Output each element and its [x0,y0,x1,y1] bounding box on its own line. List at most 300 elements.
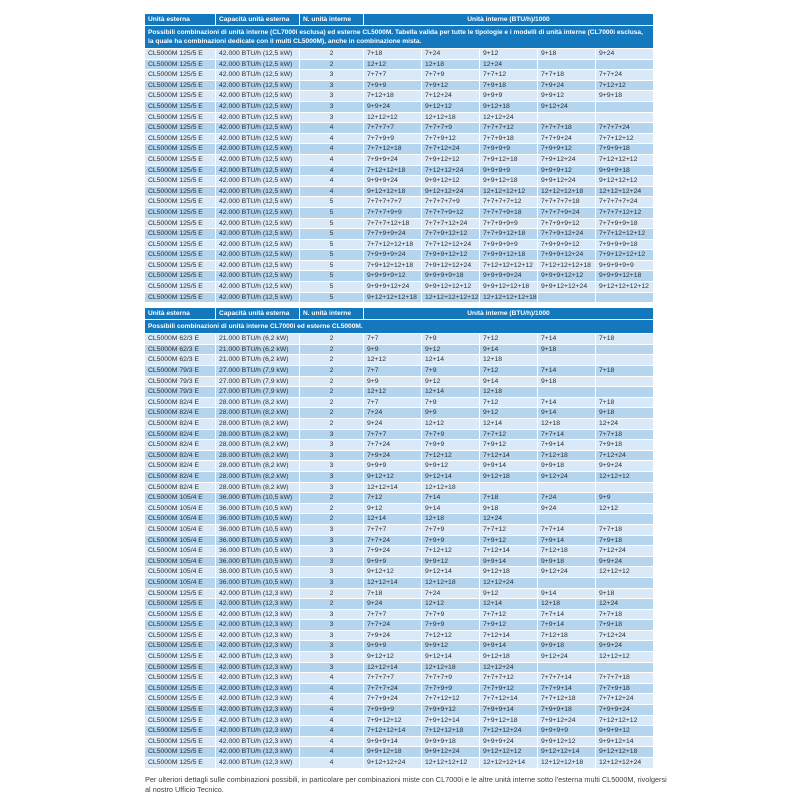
indoor-count-cell: 2 [300,377,363,387]
combination-cell: 9+14 [480,377,537,387]
capacity-cell: 42.000 BTU/h (12,5 kW) [216,282,299,292]
table-row [145,49,653,59]
combination-cell [596,345,653,355]
outdoor-unit-cell: CL5000M 125/5 E [145,620,215,630]
capacity-cell: 42.000 BTU/h (12,5 kW) [216,250,299,260]
combination-cell: 12+14 [480,599,537,609]
indoor-count-cell: 4 [300,737,363,747]
combination-cell: 9+9+9 [364,461,421,471]
combination-cell: 7+7+12+12+18 [364,240,421,250]
combination-cell: 12+12+12+12 [480,187,537,197]
indoor-count-cell: 4 [300,123,363,133]
indoor-count-cell: 2 [300,60,363,70]
capacity-cell: 42.000 BTU/h (12,5 kW) [216,166,299,176]
combination-cell: 9+9+12+24 [422,747,479,757]
combination-cell: 7+7+18 [596,525,653,535]
indoor-count-cell: 3 [300,451,363,461]
combination-cell: 7+9+18 [480,81,537,91]
combination-cell: 7+12+18 [538,631,595,641]
capacity-cell: 42.000 BTU/h (12,5 kW) [216,102,299,112]
capacity-cell: 36.000 BTU/h (10,5 kW) [216,567,299,577]
combination-cell: 9+12+14 [422,567,479,577]
combination-cell: 7+7+18 [596,430,653,440]
indoor-count-cell: 5 [300,261,363,271]
table-row [145,641,653,651]
indoor-count-cell: 3 [300,631,363,641]
combination-cell: 9+12+12+12 [596,176,653,186]
combination-cell: 7+7+24 [364,440,421,450]
combination-cell: 7+7+7 [364,430,421,440]
combination-cell [538,483,595,493]
combination-cell: 9+18 [596,589,653,599]
combination-cell: 7+9+9+12+18 [480,250,537,260]
outdoor-unit-cell: CL5000M 125/5 E [145,70,215,80]
combination-cell [538,355,595,365]
combination-cell: 9+12+12+14 [538,747,595,757]
combination-cell: 9+9+12 [422,461,479,471]
combination-cell: 7+9+9+9+9 [480,240,537,250]
capacity-cell: 42.000 BTU/h (12,3 kW) [216,589,299,599]
combination-cell: 9+9+24 [596,461,653,471]
combination-cell: 9+9+9+24 [364,176,421,186]
combination-cell: 12+18 [480,355,537,365]
outdoor-unit-cell: CL5000M 125/5 E [145,726,215,736]
outdoor-unit-cell: CL5000M 125/5 E [145,49,215,59]
combination-cell: 9+9+14 [480,641,537,651]
combination-cell: 12+14 [364,514,421,524]
combination-cell: 7+7+24 [364,620,421,630]
indoor-count-cell: 4 [300,747,363,757]
capacity-cell: 27.000 BTU/h (7,9 kW) [216,387,299,397]
combination-cell: 9+24 [364,419,421,429]
column-header: Capacità unità esterna [216,308,299,319]
outdoor-unit-cell: CL5000M 125/5 E [145,176,215,186]
capacity-cell: 42.000 BTU/h (12,3 kW) [216,747,299,757]
combination-cell: 12+18 [538,599,595,609]
capacity-cell: 42.000 BTU/h (12,3 kW) [216,652,299,662]
combination-cell: 7+12 [480,334,537,344]
outdoor-unit-cell: CL5000M 125/5 E [145,694,215,704]
combination-cell: 9+12+12+12 [480,747,537,757]
combination-cell: 7+18 [364,49,421,59]
combination-cell [538,663,595,673]
indoor-count-cell: 3 [300,641,363,651]
capacity-cell: 28.000 BTU/h (8,2 kW) [216,398,299,408]
combination-cell: 7+7+12+12+24 [422,240,479,250]
combination-cell: 7+9+12 [422,81,479,91]
combination-cell: 9+9+12+12+24 [538,282,595,292]
combination-cell: 12+14 [422,387,479,397]
combination-cell: 7+12+12 [422,631,479,641]
capacity-cell: 27.000 BTU/h (7,9 kW) [216,366,299,376]
combination-cell [596,113,653,123]
combination-cell: 12+12 [596,504,653,514]
capacity-cell: 42.000 BTU/h (12,5 kW) [216,208,299,218]
combination-cell: 12+12 [364,355,421,365]
combination-cell: 12+12+14 [364,578,421,588]
combination-cell: 7+7+12+12 [422,694,479,704]
table-row [145,758,653,768]
combination-cell: 7+7+9 [422,430,479,440]
combination-cell: 7+7+9+9 [364,134,421,144]
combination-cell: 7+7+9+24 [538,134,595,144]
indoor-count-cell: 4 [300,166,363,176]
outdoor-unit-cell: CL5000M 125/5 E [145,166,215,176]
combination-cell [596,377,653,387]
capacity-cell: 27.000 BTU/h (7,9 kW) [216,377,299,387]
combination-cell: 12+12+14 [364,483,421,493]
combination-cell: 9+9+9+12 [538,166,595,176]
combination-cell [480,483,537,493]
combination-cell: 7+9+12+18 [480,716,537,726]
indoor-count-cell: 5 [300,208,363,218]
capacity-cell: 42.000 BTU/h (12,3 kW) [216,610,299,620]
outdoor-unit-cell: CL5000M 125/5 E [145,758,215,768]
table-row [145,282,653,292]
outdoor-unit-cell: CL5000M 82/4 E [145,398,215,408]
combination-cell: 12+12+12 [596,472,653,482]
outdoor-unit-cell: CL5000M 82/4 E [145,440,215,450]
outdoor-unit-cell: CL5000M 125/5 E [145,293,215,303]
combination-cell: 7+7+7+7 [364,673,421,683]
combination-cell: 7+9+12 [480,440,537,450]
outdoor-unit-cell: CL5000M 82/4 E [145,483,215,493]
combination-cell: 9+9+12+12 [422,176,479,186]
table-row [145,726,653,736]
combination-cell: 9+9+9+12+12 [538,271,595,281]
indoor-count-cell: 3 [300,546,363,556]
capacity-cell: 42.000 BTU/h (12,3 kW) [216,726,299,736]
combination-cell: 9+9+9+9+18 [422,271,479,281]
outdoor-unit-cell: CL5000M 125/5 E [145,261,215,271]
combination-cell: 7+9+12+12 [364,716,421,726]
combination-cell: 9+9+9+24 [480,737,537,747]
table-row [145,113,653,123]
capacity-cell: 42.000 BTU/h (12,5 kW) [216,261,299,271]
table-row [145,102,653,112]
combination-cell: 7+12 [480,398,537,408]
combination-cell: 9+9+12+18 [364,747,421,757]
combination-cell: 9+9+9+9+24 [480,271,537,281]
capacity-cell: 42.000 BTU/h (12,3 kW) [216,673,299,683]
combination-cell: 7+9+18 [596,620,653,630]
outdoor-unit-cell: CL5000M 125/5 E [145,641,215,651]
column-header: Capacità unità esterna [216,14,299,25]
combination-cell: 7+7+7+9+12 [422,208,479,218]
combination-cell: 12+18 [480,387,537,397]
combination-cell: 12+24 [596,419,653,429]
indoor-count-cell: 3 [300,440,363,450]
table-row [145,271,653,281]
combination-cell: 9+12+12+24 [422,187,479,197]
combination-cell: 9+18 [538,49,595,59]
combination-cell: 7+7+7+12+18 [364,219,421,229]
combination-cell: 7+9+12+14 [422,716,479,726]
table-row [145,166,653,176]
capacity-cell: 28.000 BTU/h (8,2 kW) [216,419,299,429]
indoor-count-cell: 3 [300,461,363,471]
indoor-count-cell: 2 [300,366,363,376]
capacity-cell: 42.000 BTU/h (12,3 kW) [216,663,299,673]
combination-cell: 9+18 [538,377,595,387]
capacity-cell: 42.000 BTU/h (12,5 kW) [216,187,299,197]
outdoor-unit-cell: CL5000M 125/5 E [145,673,215,683]
combination-cell: 7+7+7+7+18 [538,197,595,207]
combination-cell: 7+7+7+24 [364,684,421,694]
combination-cell: 9+9+12+18 [480,176,537,186]
combination-cell: 9+12+12 [364,567,421,577]
indoor-count-cell: 3 [300,663,363,673]
indoor-count-cell: 3 [300,652,363,662]
combination-cell: 12+24 [596,599,653,609]
combination-cell: 9+9+12+12 [538,737,595,747]
indoor-count-cell: 5 [300,293,363,303]
table-row [145,355,653,365]
outdoor-unit-cell: CL5000M 79/3 E [145,377,215,387]
combination-cell: 9+12+12+24 [364,758,421,768]
combination-cell: 9+9+14 [480,461,537,471]
combination-cell: 7+7+9+12 [422,134,479,144]
table-row [145,70,653,80]
combination-cell: 7+7+7+7+24 [596,197,653,207]
table-header-row [145,14,653,25]
outdoor-unit-cell: CL5000M 125/5 E [145,652,215,662]
combination-cell: 7+7+7+7+7 [364,197,421,207]
combination-cell: 7+7+7+7 [364,123,421,133]
table-row [145,387,653,397]
combination-cell: 7+9+12+12+12 [596,250,653,260]
table-row [145,60,653,70]
indoor-count-cell: 2 [300,387,363,397]
table-row [145,440,653,450]
table-row [145,451,653,461]
combination-cell: 7+7+18 [596,610,653,620]
combination-cell: 7+7+9+9 [422,684,479,694]
indoor-count-cell: 2 [300,419,363,429]
outdoor-unit-cell: CL5000M 105/4 E [145,504,215,514]
indoor-count-cell: 4 [300,673,363,683]
outdoor-unit-cell: CL5000M 105/4 E [145,557,215,567]
combination-cell: 12+12+24 [480,578,537,588]
capacity-cell: 21.000 BTU/h (6,2 kW) [216,345,299,355]
combination-cell: 9+9+9+12+18 [596,271,653,281]
table-row [145,557,653,567]
combination-cell: 12+12+14 [364,663,421,673]
combination-cell: 7+7+9+24 [364,694,421,704]
capacity-cell: 42.000 BTU/h (12,5 kW) [216,91,299,101]
capacity-cell: 21.000 BTU/h (6,2 kW) [216,355,299,365]
outdoor-unit-cell: CL5000M 125/5 E [145,123,215,133]
combination-cell: 7+9+12 [480,620,537,630]
combination-cell: 7+12+12+18 [364,166,421,176]
capacity-cell: 36.000 BTU/h (10,5 kW) [216,514,299,524]
table-row [145,737,653,747]
combination-cell [596,483,653,493]
combination-cell: 9+12+12+18 [596,747,653,757]
combination-cell: 12+12+12+24 [596,758,653,768]
combination-cell: 12+12+12 [596,567,653,577]
outdoor-unit-cell: CL5000M 125/5 E [145,631,215,641]
table-note: Possibili combinazioni di unità interne (CL7000i esclusa) ed esterne CL5000M. Tabella valida per tutte le tipologie e i modelli di unità interne (CL7000i esclusa, la quale ha combinazioni dedicate con il multi CL5000M), anche in combinazione mista. [145,26,653,48]
combination-cell: 9+18 [596,408,653,418]
capacity-cell: 42.000 BTU/h (12,5 kW) [216,155,299,165]
footer-note: Per ulteriori dettagli sulle combinazioni possibili, in particolare per combinazioni miste con CL7000i e le altre unità interne sotto l'esterna multi CL5000M, rivolgersi al nostro Ufficio Tecnico. [145,774,667,794]
combination-cell: 7+24 [364,408,421,418]
capacity-cell: 28.000 BTU/h (8,2 kW) [216,451,299,461]
combination-cell: 7+9+9+12 [538,144,595,154]
combination-cell: 7+7+9+12+18 [480,229,537,239]
capacity-cell: 42.000 BTU/h (12,3 kW) [216,684,299,694]
column-header: Unità esterna [145,308,215,319]
combination-cell: 9+12 [480,408,537,418]
indoor-count-cell: 4 [300,758,363,768]
outdoor-unit-cell: CL5000M 82/4 E [145,430,215,440]
indoor-count-cell: 5 [300,271,363,281]
combination-cell: 12+12+12+12+18 [480,293,537,303]
outdoor-unit-cell: CL5000M 125/5 E [145,250,215,260]
table-row [145,620,653,630]
combination-cell: 7+12+12+12+18 [538,261,595,271]
combination-cell: 9+9+12+14 [596,737,653,747]
combination-cell: 9+9+18 [538,461,595,471]
combination-cell: 7+7+9+12 [480,684,537,694]
table-row [145,81,653,91]
capacity-cell: 36.000 BTU/h (10,5 kW) [216,536,299,546]
outdoor-unit-cell: CL5000M 125/5 E [145,219,215,229]
combination-cell: 7+12+24 [596,631,653,641]
combination-cell: 9+9 [364,377,421,387]
capacity-cell: 36.000 BTU/h (10,5 kW) [216,557,299,567]
outdoor-unit-cell: CL5000M 125/5 E [145,113,215,123]
combination-cell: 12+12+12+18 [538,187,595,197]
combination-cell: 7+9+12+18 [480,155,537,165]
combination-cell: 7+9+9+9+24 [364,250,421,260]
combination-cell: 7+9+9 [422,536,479,546]
combination-cell: 7+9+9+24 [596,705,653,715]
combination-cell: 7+14 [538,398,595,408]
combination-cell: 7+24 [422,589,479,599]
combination-cell: 12+14 [422,355,479,365]
combination-cell: 7+7 [364,334,421,344]
outdoor-unit-cell: CL5000M 125/5 E [145,737,215,747]
combination-cell: 9+12+12+12+18 [364,293,421,303]
table-row [145,472,653,482]
indoor-count-cell: 4 [300,684,363,694]
combination-cell [538,60,595,70]
combination-cell: 12+12+24 [480,663,537,673]
spec-table-1 [145,14,653,302]
indoor-count-cell: 3 [300,81,363,91]
combination-cell: 7+7+7 [364,70,421,80]
combination-cell: 7+12+24 [596,451,653,461]
combination-cell: 12+12+12+24 [596,187,653,197]
outdoor-unit-cell: CL5000M 125/5 E [145,81,215,91]
outdoor-unit-cell: CL5000M 125/5 E [145,208,215,218]
indoor-count-cell: 3 [300,525,363,535]
indoor-count-cell: 2 [300,398,363,408]
combination-cell: 9+9+9+9 [480,166,537,176]
indoor-count-cell: 3 [300,578,363,588]
combination-cell: 7+7+14 [538,525,595,535]
combination-cell: 7+9+12+24 [538,716,595,726]
table-row [145,334,653,344]
capacity-cell: 42.000 BTU/h (12,5 kW) [216,70,299,80]
combination-cell: 7+9+9+12+12 [422,250,479,260]
combination-cell: 12+18 [422,60,479,70]
combination-cell: 7+9+12+12 [422,155,479,165]
indoor-count-cell: 2 [300,589,363,599]
combination-cell: 12+12+18 [422,578,479,588]
capacity-cell: 42.000 BTU/h (12,3 kW) [216,758,299,768]
indoor-count-cell: 5 [300,197,363,207]
combination-cell: 7+9+9+12+24 [538,250,595,260]
combination-cell: 12+12+12+14 [480,758,537,768]
combination-cell: 7+7+7 [364,525,421,535]
combination-cell: 7+7+12+18 [538,694,595,704]
capacity-cell: 42.000 BTU/h (12,5 kW) [216,144,299,154]
combination-cell: 12+12 [364,60,421,70]
outdoor-unit-cell: CL5000M 105/4 E [145,578,215,588]
combination-cell: 12+12+24 [480,113,537,123]
table-row [145,705,653,715]
capacity-cell: 21.000 BTU/h (6,2 kW) [216,334,299,344]
outdoor-unit-cell: CL5000M 62/3 E [145,345,215,355]
combination-cell: 9+9+9+12+24 [364,282,421,292]
combination-cell: 9+12 [364,504,421,514]
combination-cell: 7+7+7+9+9 [364,208,421,218]
combination-cell: 7+7+7+9+18 [480,208,537,218]
combination-cell: 9+14 [480,345,537,355]
combination-cell: 7+12+12+18 [422,726,479,736]
combination-cell: 9+9+12 [422,641,479,651]
combination-cell: 7+24 [538,493,595,503]
combination-cell: 12+24 [480,514,537,524]
combination-cell: 9+9+12+24 [538,176,595,186]
combination-cell: 9+9 [422,408,479,418]
combination-cell: 7+12+12 [596,81,653,91]
combination-cell: 9+18 [480,504,537,514]
table-row [145,197,653,207]
combination-cell: 12+12+12 [364,113,421,123]
table-row [145,694,653,704]
indoor-count-cell: 3 [300,567,363,577]
table-row [145,514,653,524]
outdoor-unit-cell: CL5000M 125/5 E [145,747,215,757]
outdoor-unit-cell: CL5000M 105/4 E [145,567,215,577]
table-row [145,134,653,144]
capacity-cell: 42.000 BTU/h (12,3 kW) [216,716,299,726]
combination-cell: 7+9+9+9 [480,144,537,154]
table-row [145,589,653,599]
outdoor-unit-cell: CL5000M 82/4 E [145,408,215,418]
combination-cell: 7+9+12+24 [538,155,595,165]
column-header: Unità interne (BTU/h)/1000 [364,308,653,319]
outdoor-unit-cell: CL5000M 125/5 E [145,663,215,673]
table-row [145,663,653,673]
combination-cell: 7+12 [364,493,421,503]
combination-tables [145,14,653,768]
combination-cell: 7+24 [422,49,479,59]
indoor-count-cell: 3 [300,113,363,123]
indoor-count-cell: 3 [300,620,363,630]
combination-cell: 7+9+9+9+18 [596,240,653,250]
combination-cell: 9+24 [538,504,595,514]
combination-cell: 9+9+9 [364,557,421,567]
combination-cell: 9+9+12 [538,91,595,101]
combination-cell: 7+18 [596,334,653,344]
indoor-count-cell: 3 [300,472,363,482]
table-row [145,631,653,641]
